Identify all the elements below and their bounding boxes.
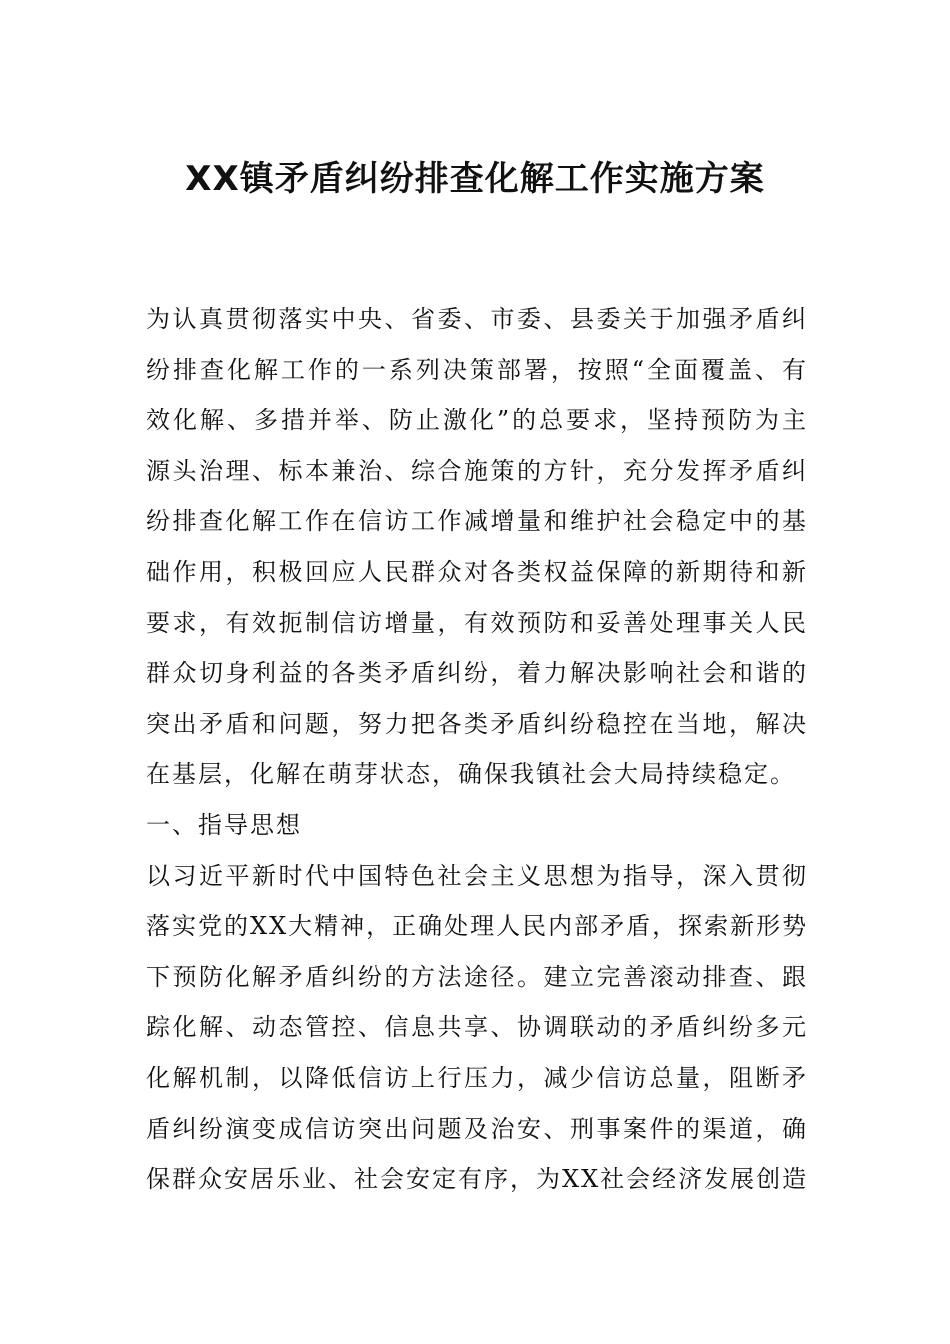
paragraph-line: 突出矛盾和问题，努力把各类矛盾纠纷稳控在当地，解决 [146,709,808,738]
paragraph-line: 础作用，积极回应人民群众对各类权益保障的新期待和新 [146,557,808,586]
paragraph-line: 要求，有效扼制信访增量，有效预防和妥善处理事关人民 [146,608,808,637]
paragraph-line: 踪化解、动态管控、信息共享、协调联动的矛盾纠纷多元 [146,1013,808,1042]
paragraph-line: 下预防化解矛盾纠纷的方法途径。建立完善滚动排查、跟 [146,962,808,991]
paragraph-line: 在基层，化解在萌芽状态，确保我镇社会大局持续稳定。 [146,760,796,789]
paragraph-line: 群众切身利益的各类矛盾纠纷，着力解决影响社会和谐的 [146,659,808,688]
paragraph-line: 纷排查化解工作在信访工作减增量和维护社会稳定中的基 [146,507,808,536]
paragraph-line: 落实党的XX大精神，正确处理人民内部矛盾，探索新形势 [146,912,808,941]
paragraph-line: 盾纠纷演变成信访突出问题及治安、刑事案件的渠道，确 [146,1114,808,1143]
paragraph-line: 纷排查化解工作的一系列决策部署，按照“全面覆盖、有 [146,355,808,384]
document-body [146,294,808,1205]
document-title: XX镇矛盾纠纷排查化解工作实施方案 [185,159,765,199]
paragraph-line: 保群众安居乐业、社会安定有序，为XX社会经济发展创造 [146,1165,808,1194]
paragraph-line: 为认真贯彻落实中央、省委、市委、县委关于加强矛盾纠 [146,305,808,333]
paragraph-line: 化解机制，以降低信访上行压力，减少信访总量，阻断矛 [146,1063,808,1092]
section-heading: 一、指导思想 [146,810,302,839]
paragraph-line: 效化解、多措并举、防止激化”的总要求，坚持预防为主 [146,406,808,435]
paragraph-line: 以习近平新时代中国特色社会主义思想为指导，深入贯彻 [146,861,808,890]
paragraph-line: 源头治理、标本兼治、综合施策的方针，充分发挥矛盾纠 [146,456,808,485]
